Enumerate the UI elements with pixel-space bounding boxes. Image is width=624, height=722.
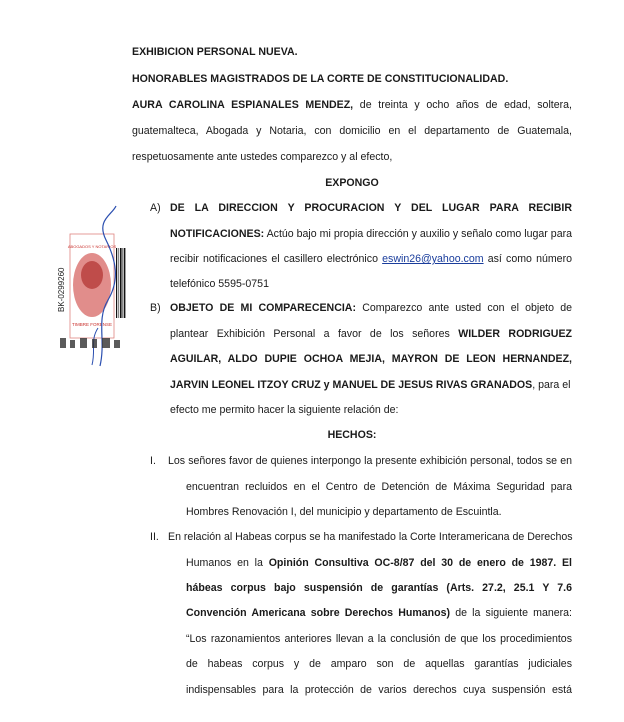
intro-line-1 [132,98,572,112]
section-b-line-1 [170,301,572,315]
item-2-line-3: hábeas corpus bajo suspensión de garantías (Arts. 27.2, 25.1 Y 7.6 [186,582,572,594]
section-a-line-2 [170,227,572,241]
item-2-opinion-ref: Opinión Consultiva OC-8/87 del 30 de enero de 1987. El [268,557,572,569]
item-2-marker: II. [150,531,159,543]
section-a-line-3-pre: recibir notificaciones el casillero electrónico [170,253,378,265]
section-a-notificaciones: NOTIFICACIONES: [170,228,265,240]
petitioner-name: AURA CAROLINA ESPIANALES MENDEZ, [132,99,354,111]
section-b-line-5: efecto me permito hacer la siguiente relación de: [170,404,399,416]
item-1-line-1: Los señores favor de quienes interpongo la presente exhibición personal, todos se en [168,455,572,467]
item-2-line-2-text: Humanos en la [186,557,263,569]
section-b-line-3: AGUILAR, ALDO DUPIE OCHOA MEJIA, MAYRON DE LEON HERNANDEZ, [170,353,572,365]
intro-line-2: guatemalteca, Abogada y Notaria, con domicilio en el departamento de Guatemala, [132,125,572,137]
svg-text:TIMBRE FORENSE: TIMBRE FORENSE [71,322,113,327]
expongo-heading: EXPONGO [325,177,379,189]
section-a-line-2-text: Actúo bajo mi propia dirección y auxilio y señalo como lugar para [266,228,573,240]
item-2-line-1: En relación al Habeas corpus se ha manifestado la Corte Interamericana de Derechos [168,531,573,543]
svg-text:BK-0299260: BK-0299260 [57,267,66,312]
section-b-line-4-names: JARVIN LEONEL ITZOY CRUZ y MANUEL DE JESUS RIVAS GRANADOS [170,379,533,391]
intro-line-3: respetuosamente ante ustedes comparezco y al efecto, [132,151,393,163]
item-1-line-2: encuentran recluidos en el Centro de Detención de Máxima Seguridad para [186,481,572,493]
section-b-line-2-text: plantear Exhibición Personal a favor de los señores [170,328,450,340]
section-b-line-4-text: , para el [532,379,571,391]
item-2-line-5: “Los razonamientos anteriores llevan a la conclusión de que los procedimientos [186,633,572,645]
intro-line-1-text: de treinta y ocho años de edad, soltera, [359,99,573,111]
email-link[interactable]: eswin26@yahoo.com [382,253,484,265]
section-b-heading: OBJETO DE MI COMPARECENCIA: [170,302,356,314]
item-2-line-7: indispensables para la protección de varios derechos cuya suspensión está [186,684,572,696]
item-2-line-4-text: de la siguiente manera: [455,607,572,619]
section-b-line-1-text: Comparezco ante usted con el objeto de [362,302,573,314]
item-1-marker: I. [150,455,156,467]
item-2-line-2 [186,556,572,570]
section-a-line-4: telefónico 5595-0751 [170,278,269,290]
section-a-line-3-post: así como número [487,253,572,265]
section-b-line-2-name: WILDER RODRIGUEZ [458,328,572,340]
section-b-line-2 [170,327,572,341]
svg-text:ABOGADOS Y NOTARIOS: ABOGADOS Y NOTARIOS [67,244,117,249]
addressee-heading: HONORABLES MAGISTRADOS DE LA CORTE DE CONSTITUCIONALIDAD. [132,73,509,85]
section-b-line-4 [170,378,571,392]
hechos-heading: HECHOS: [327,429,377,441]
section-a-heading: DE LA DIRECCION Y PROCURACION Y DEL LUGAR PARA RECIBIR [170,202,572,214]
forensic-stamp-image [56,200,136,370]
section-a-line-3 [170,252,572,266]
item-1-line-3: Hombres Renovación I, del municipio y departamento de Escuintla. [186,506,502,518]
item-2-line-4 [186,606,572,620]
section-b-marker: B) [150,302,161,314]
document-title: EXHIBICION PERSONAL NUEVA. [132,46,298,58]
section-a-marker: A) [150,202,161,214]
item-2-line-6: de habeas corpus y de amparo son de aquellas garantías judiciales [186,658,572,670]
item-2-convention-ref: Convención Americana sobre Derechos Humanos) [186,607,451,619]
